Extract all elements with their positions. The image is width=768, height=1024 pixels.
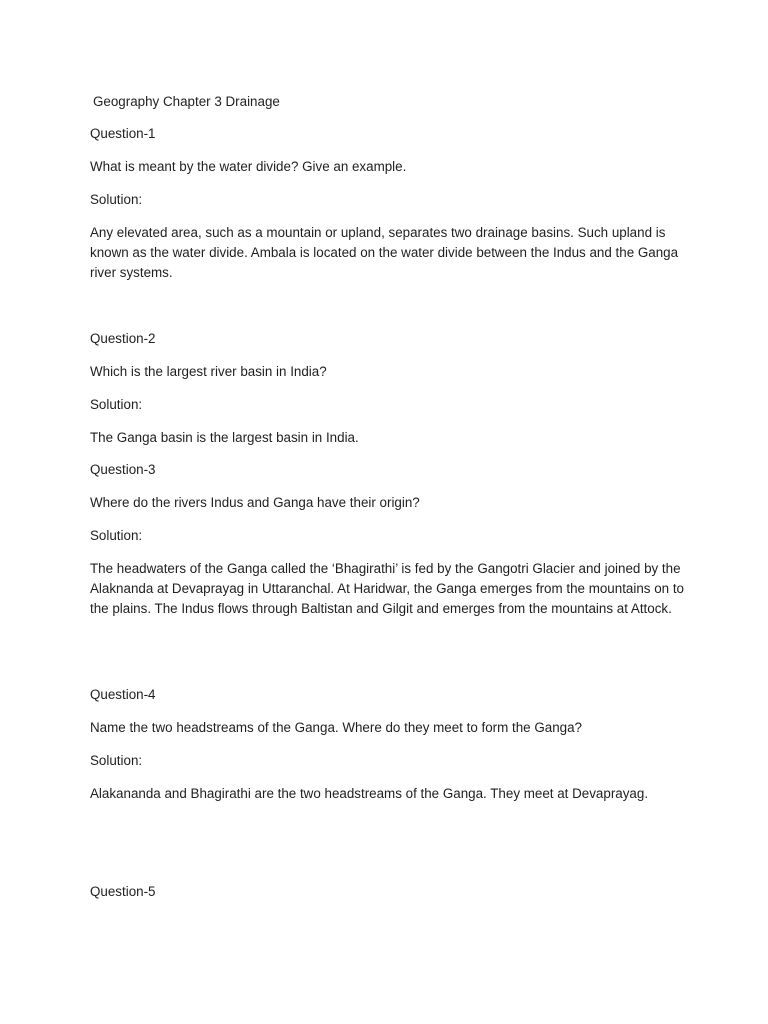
- question-1-label: Question-1: [90, 126, 156, 141]
- question-4-text: Name the two headstreams of the Ganga. Where do they meet to form the Ganga?: [90, 720, 583, 735]
- answer-1-text: Any elevated area, such as a mountain or upland, separates two drainage basins. Such upland is known as the water divide. Ambala is located on the water divide between the Indus and the Ganga river systems.: [90, 225, 679, 280]
- question-5-label: Question-5: [90, 884, 156, 899]
- question-3-label: Question-3: [90, 462, 156, 477]
- question-4-label: Question-4: [90, 687, 156, 702]
- question-2-text: Which is the largest river basin in India?: [90, 364, 327, 379]
- question-2-label: Question-2: [90, 331, 156, 346]
- answer-4-text: Alakananda and Bhagirathi are the two headstreams of the Ganga. They meet at Devaprayag.: [90, 786, 649, 801]
- question-3-text: Where do the rivers Indus and Ganga have their origin?: [90, 495, 420, 510]
- solution-2-label: Solution:: [90, 397, 143, 412]
- answer-2-text: The Ganga basin is the largest basin in India.: [90, 430, 359, 445]
- solution-3-label: Solution:: [90, 528, 143, 543]
- solution-4-label: Solution:: [90, 753, 143, 768]
- page-title: Geography Chapter 3 Drainage: [93, 94, 280, 109]
- solution-1-label: Solution:: [90, 192, 143, 207]
- question-1-text: What is meant by the water divide? Give an example.: [90, 159, 407, 174]
- answer-3-text: The headwaters of the Ganga called the ‘Bhagirathi’ is fed by the Gangotri Glacier and joined by the Alaknanda at Devaprayag in Uttaranchal. At Haridwar, the Ganga emerges from the mountains on to the plains. The Indus flows through Baltistan and Gilgit and emerges from the mountains at Attock.: [90, 561, 684, 616]
